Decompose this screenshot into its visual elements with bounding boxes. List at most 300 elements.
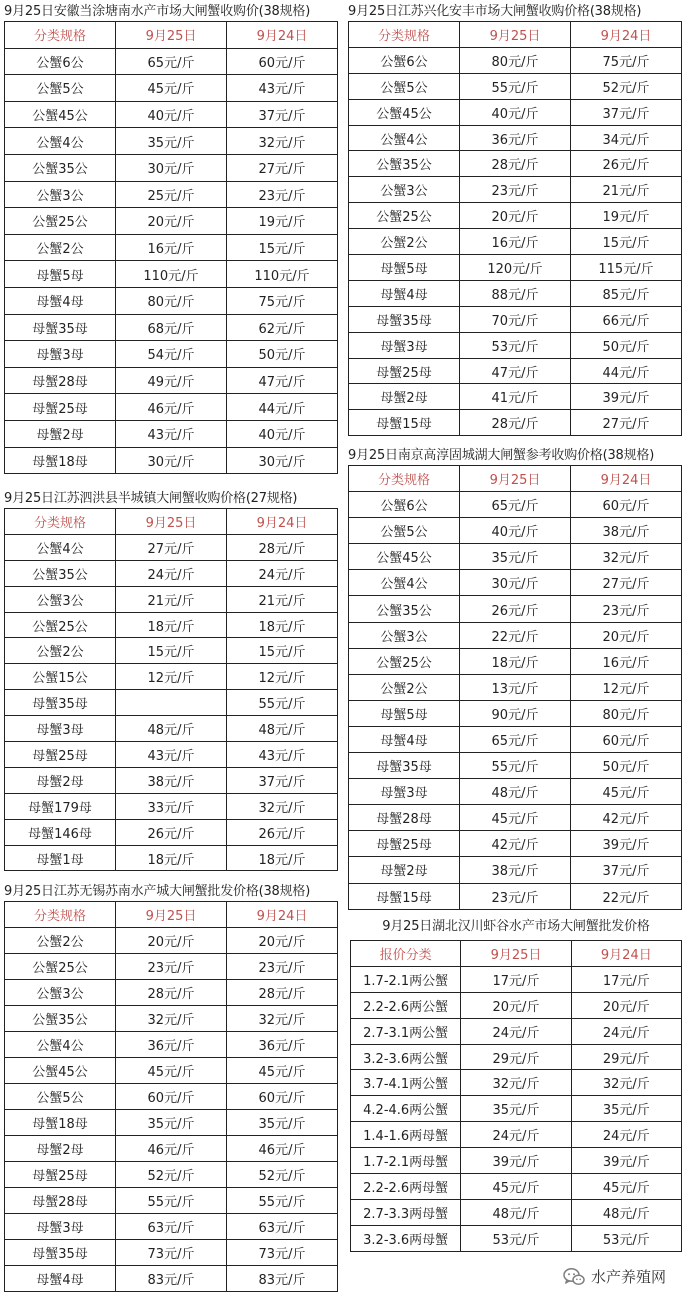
spec-cell: 公蟹5公 <box>5 75 116 102</box>
price-cell: 48元/斤 <box>460 779 571 805</box>
price-cell: 35元/斤 <box>461 1096 571 1122</box>
spec-cell: 公蟹25公 <box>5 954 116 980</box>
price-cell: 24元/斤 <box>116 560 227 586</box>
price-cell: 60元/斤 <box>116 1084 227 1110</box>
table-row <box>5 261 338 288</box>
spec-cell: 母蟹3母 <box>5 341 116 368</box>
spec-cell: 母蟹25母 <box>349 358 460 384</box>
price-cell: 45元/斤 <box>227 1058 338 1084</box>
column-header: 分类规格 <box>349 466 460 492</box>
table-row <box>5 690 338 716</box>
table-row <box>5 181 338 208</box>
price-cell: 35元/斤 <box>116 1110 227 1136</box>
spec-cell: 母蟹2母 <box>349 857 460 883</box>
column-header: 9月25日 <box>116 22 227 49</box>
spec-cell: 母蟹35母 <box>349 306 460 332</box>
table-row <box>5 928 338 954</box>
price-cell: 39元/斤 <box>461 1148 571 1174</box>
table-row <box>349 47 682 73</box>
table-row <box>5 341 338 368</box>
spec-cell: 公蟹4公 <box>5 128 116 155</box>
spec-cell: 公蟹5公 <box>5 1084 116 1110</box>
table-row <box>5 154 338 181</box>
spec-cell: 3.2-3.6两公蟹 <box>351 1044 461 1070</box>
spec-cell: 公蟹35公 <box>5 560 116 586</box>
table-row <box>351 1096 682 1122</box>
price-cell: 20元/斤 <box>116 928 227 954</box>
table-row <box>5 1110 338 1136</box>
table-row <box>349 753 682 779</box>
price-cell: 29元/斤 <box>461 1044 571 1070</box>
table-row <box>349 648 682 674</box>
table-row <box>5 1084 338 1110</box>
price-cell: 45元/斤 <box>116 75 227 102</box>
spec-cell: 公蟹35公 <box>349 596 460 622</box>
table-header-row <box>5 902 338 928</box>
price-cell: 65元/斤 <box>460 492 571 518</box>
price-table-dangtu <box>4 21 338 474</box>
column-header: 9月24日 <box>571 22 682 48</box>
table-row <box>5 793 338 819</box>
table-row <box>5 1162 338 1188</box>
spec-cell: 公蟹35公 <box>349 151 460 177</box>
price-cell: 42元/斤 <box>460 831 571 857</box>
table-header-row <box>5 509 338 535</box>
table-block-wuxi <box>4 882 338 1292</box>
spec-cell: 1.7-2.1两母蟹 <box>351 1148 461 1174</box>
column-header: 9月25日 <box>116 509 227 535</box>
price-cell: 115元/斤 <box>571 255 682 281</box>
table-row <box>5 75 338 102</box>
price-cell: 21元/斤 <box>571 177 682 203</box>
watermark <box>563 1266 666 1287</box>
table-row <box>349 384 682 410</box>
spec-cell: 公蟹45公 <box>349 99 460 125</box>
spec-cell: 母蟹35母 <box>349 753 460 779</box>
spec-cell: 母蟹25母 <box>5 1162 116 1188</box>
price-cell: 43元/斤 <box>116 742 227 768</box>
table-row <box>349 492 682 518</box>
price-cell: 18元/斤 <box>116 612 227 638</box>
price-cell: 53元/斤 <box>461 1225 571 1251</box>
spec-cell: 公蟹6公 <box>349 47 460 73</box>
table-title-hanchuan: 9月25日湖北汉川虾谷水产市场大闸蟹批发价格 <box>382 919 650 934</box>
spec-cell: 2.7-3.1两公蟹 <box>351 1018 461 1044</box>
price-cell: 88元/斤 <box>460 280 571 306</box>
price-cell: 27元/斤 <box>571 410 682 436</box>
price-cell <box>116 690 227 716</box>
price-table-gaochun <box>348 465 682 910</box>
column-header: 分类规格 <box>5 902 116 928</box>
table-row <box>349 99 682 125</box>
spec-cell: 2.7-3.3两母蟹 <box>351 1199 461 1225</box>
price-cell: 48元/斤 <box>571 1199 681 1225</box>
table-row <box>351 1122 682 1148</box>
table-row <box>5 742 338 768</box>
column-header: 9月25日 <box>460 466 571 492</box>
price-cell: 34元/斤 <box>571 125 682 151</box>
spec-cell: 母蟹5母 <box>349 255 460 281</box>
price-cell: 24元/斤 <box>461 1122 571 1148</box>
price-cell: 60元/斤 <box>227 48 338 75</box>
price-cell: 54元/斤 <box>116 341 227 368</box>
spec-cell: 公蟹5公 <box>349 73 460 99</box>
table-header-row <box>349 466 682 492</box>
spec-cell: 母蟹3母 <box>5 1214 116 1240</box>
price-cell: 28元/斤 <box>116 980 227 1006</box>
price-cell: 16元/斤 <box>571 648 682 674</box>
price-cell: 39元/斤 <box>571 831 682 857</box>
price-cell: 48元/斤 <box>461 1199 571 1225</box>
spec-cell: 公蟹4公 <box>5 1032 116 1058</box>
price-cell: 52元/斤 <box>116 1162 227 1188</box>
spec-cell: 1.4-1.6两母蟹 <box>351 1122 461 1148</box>
price-cell: 36元/斤 <box>460 125 571 151</box>
table-row <box>351 992 682 1018</box>
table-row <box>5 1032 338 1058</box>
price-cell: 63元/斤 <box>116 1214 227 1240</box>
price-cell: 26元/斤 <box>460 596 571 622</box>
price-cell: 44元/斤 <box>227 394 338 421</box>
price-cell: 42元/斤 <box>571 805 682 831</box>
price-cell: 30元/斤 <box>116 154 227 181</box>
spec-cell: 公蟹45公 <box>5 1058 116 1084</box>
price-table-sihong <box>4 508 338 871</box>
price-cell: 36元/斤 <box>116 1032 227 1058</box>
table-row <box>5 1266 338 1292</box>
table-row <box>349 332 682 358</box>
price-cell: 27元/斤 <box>571 570 682 596</box>
table-row <box>349 518 682 544</box>
price-cell: 37元/斤 <box>227 101 338 128</box>
price-cell: 12元/斤 <box>116 664 227 690</box>
spec-cell: 公蟹3公 <box>349 622 460 648</box>
price-cell: 40元/斤 <box>116 101 227 128</box>
price-cell: 83元/斤 <box>227 1266 338 1292</box>
table-row <box>5 420 338 447</box>
price-cell: 40元/斤 <box>460 518 571 544</box>
spec-cell: 母蟹2母 <box>5 420 116 447</box>
spec-cell: 3.7-4.1两公蟹 <box>351 1070 461 1096</box>
table-row <box>349 73 682 99</box>
table-header-row <box>5 22 338 49</box>
table-row <box>5 716 338 742</box>
table-row <box>351 1070 682 1096</box>
price-cell: 45元/斤 <box>461 1174 571 1200</box>
spec-cell: 公蟹5公 <box>349 518 460 544</box>
price-cell: 48元/斤 <box>116 716 227 742</box>
spec-cell: 母蟹15母 <box>349 883 460 909</box>
price-cell: 49元/斤 <box>116 367 227 394</box>
price-cell: 62元/斤 <box>227 314 338 341</box>
price-cell: 23元/斤 <box>460 177 571 203</box>
column-header: 9月25日 <box>460 22 571 48</box>
spec-cell: 1.7-2.1两公蟹 <box>351 966 461 992</box>
spec-cell: 公蟹25公 <box>349 648 460 674</box>
spec-cell: 母蟹25母 <box>5 742 116 768</box>
table-header-row <box>349 22 682 48</box>
table-title-wuxi: 9月25日江苏无锡苏南水产城大闸蟹批发价格(38规格) <box>4 884 311 899</box>
price-cell: 70元/斤 <box>460 306 571 332</box>
price-cell: 65元/斤 <box>116 48 227 75</box>
price-cell: 50元/斤 <box>227 341 338 368</box>
price-cell: 41元/斤 <box>460 384 571 410</box>
spec-cell: 母蟹2母 <box>5 767 116 793</box>
price-cell: 21元/斤 <box>227 586 338 612</box>
column-header: 9月24日 <box>227 22 338 49</box>
table-row <box>5 534 338 560</box>
price-cell: 37元/斤 <box>571 857 682 883</box>
price-cell: 15元/斤 <box>116 638 227 664</box>
price-cell: 45元/斤 <box>571 779 682 805</box>
table-block-xinghua <box>348 2 682 436</box>
price-cell: 20元/斤 <box>571 992 681 1018</box>
spec-cell: 公蟹4公 <box>349 125 460 151</box>
price-cell: 26元/斤 <box>227 819 338 845</box>
price-cell: 23元/斤 <box>571 596 682 622</box>
price-cell: 16元/斤 <box>460 229 571 255</box>
table-row <box>5 208 338 235</box>
price-cell: 37元/斤 <box>227 767 338 793</box>
table-title-dangtu: 9月25日安徽当涂塘南水产市场大闸蟹收购价(38规格) <box>4 4 311 19</box>
column-header: 9月25日 <box>116 902 227 928</box>
table-row <box>351 1199 682 1225</box>
table-row <box>349 229 682 255</box>
price-cell: 53元/斤 <box>460 332 571 358</box>
table-row <box>5 101 338 128</box>
price-cell: 39元/斤 <box>571 384 682 410</box>
table-row <box>349 544 682 570</box>
spec-cell: 公蟹2公 <box>5 638 116 664</box>
price-cell: 40元/斤 <box>227 420 338 447</box>
spec-cell: 公蟹6公 <box>5 48 116 75</box>
price-cell: 50元/斤 <box>571 332 682 358</box>
spec-cell: 公蟹45公 <box>5 101 116 128</box>
price-cell: 55元/斤 <box>460 73 571 99</box>
price-cell: 28元/斤 <box>227 534 338 560</box>
spec-cell: 母蟹25母 <box>5 394 116 421</box>
spec-cell: 母蟹28母 <box>349 805 460 831</box>
price-cell: 32元/斤 <box>227 793 338 819</box>
table-row <box>351 1174 682 1200</box>
price-cell: 20元/斤 <box>227 928 338 954</box>
price-cell: 35元/斤 <box>571 1096 681 1122</box>
spec-cell: 4.2-4.6两公蟹 <box>351 1096 461 1122</box>
price-cell: 80元/斤 <box>571 700 682 726</box>
price-cell: 90元/斤 <box>460 700 571 726</box>
column-header: 分类规格 <box>349 22 460 48</box>
price-cell: 20元/斤 <box>571 622 682 648</box>
price-cell: 53元/斤 <box>571 1225 681 1251</box>
price-cell: 30元/斤 <box>116 447 227 474</box>
spec-cell: 公蟹2公 <box>5 234 116 261</box>
price-cell: 23元/斤 <box>460 883 571 909</box>
price-cell: 32元/斤 <box>227 128 338 155</box>
table-row <box>349 358 682 384</box>
price-cell: 33元/斤 <box>116 793 227 819</box>
wechat-icon <box>563 1267 585 1287</box>
table-row <box>5 447 338 474</box>
table-row <box>349 831 682 857</box>
price-cell: 32元/斤 <box>461 1070 571 1096</box>
table-row <box>349 857 682 883</box>
price-cell: 17元/斤 <box>461 966 571 992</box>
table-row <box>5 586 338 612</box>
column-header: 9月24日 <box>227 509 338 535</box>
price-cell: 32元/斤 <box>571 1070 681 1096</box>
price-cell: 47元/斤 <box>227 367 338 394</box>
price-cell: 38元/斤 <box>116 767 227 793</box>
price-cell: 19元/斤 <box>227 208 338 235</box>
price-cell: 18元/斤 <box>227 845 338 871</box>
price-cell: 55元/斤 <box>227 690 338 716</box>
spec-cell: 公蟹25公 <box>5 612 116 638</box>
table-row <box>351 1018 682 1044</box>
price-cell: 25元/斤 <box>116 181 227 208</box>
spec-cell: 母蟹25母 <box>349 831 460 857</box>
spec-cell: 母蟹3母 <box>349 779 460 805</box>
spec-cell: 母蟹28母 <box>5 1188 116 1214</box>
table-row <box>349 726 682 752</box>
table-row <box>351 966 682 992</box>
price-cell: 32元/斤 <box>571 544 682 570</box>
column-header: 9月25日 <box>461 941 571 967</box>
spec-cell: 母蟹15母 <box>349 410 460 436</box>
price-cell: 13元/斤 <box>460 674 571 700</box>
price-cell: 45元/斤 <box>460 805 571 831</box>
spec-cell: 母蟹1母 <box>5 845 116 871</box>
table-row <box>349 306 682 332</box>
price-cell: 12元/斤 <box>571 674 682 700</box>
column-header: 报价分类 <box>351 941 461 967</box>
price-cell: 55元/斤 <box>116 1188 227 1214</box>
price-cell: 63元/斤 <box>227 1214 338 1240</box>
column-header: 分类规格 <box>5 22 116 49</box>
column-header: 9月24日 <box>571 466 682 492</box>
spec-cell: 母蟹2母 <box>5 1136 116 1162</box>
price-table-xinghua <box>348 21 682 436</box>
price-cell: 52元/斤 <box>227 1162 338 1188</box>
price-cell: 36元/斤 <box>227 1032 338 1058</box>
price-cell: 83元/斤 <box>116 1266 227 1292</box>
price-cell: 66元/斤 <box>571 306 682 332</box>
price-cell: 23元/斤 <box>227 181 338 208</box>
table-row <box>5 1006 338 1032</box>
spec-cell: 公蟹4公 <box>349 570 460 596</box>
price-cell: 45元/斤 <box>116 1058 227 1084</box>
table-block-hanchuan <box>350 917 682 1252</box>
table-row <box>349 805 682 831</box>
price-cell: 21元/斤 <box>116 586 227 612</box>
price-cell: 60元/斤 <box>571 492 682 518</box>
price-cell: 46元/斤 <box>227 1136 338 1162</box>
spec-cell: 母蟹2母 <box>349 384 460 410</box>
spec-cell: 母蟹28母 <box>5 367 116 394</box>
price-cell: 12元/斤 <box>227 664 338 690</box>
price-cell: 15元/斤 <box>227 234 338 261</box>
table-title-sihong: 9月25日江苏泗洪县半城镇大闸蟹收购价格(27规格) <box>4 491 298 506</box>
table-row <box>5 1240 338 1266</box>
price-cell: 55元/斤 <box>227 1188 338 1214</box>
spec-cell: 公蟹15公 <box>5 664 116 690</box>
spec-cell: 公蟹2公 <box>349 674 460 700</box>
price-cell: 60元/斤 <box>571 726 682 752</box>
price-cell: 37元/斤 <box>571 99 682 125</box>
column-header: 9月24日 <box>227 902 338 928</box>
price-cell: 15元/斤 <box>227 638 338 664</box>
table-row <box>349 674 682 700</box>
price-cell: 24元/斤 <box>227 560 338 586</box>
spec-cell: 母蟹4母 <box>349 726 460 752</box>
price-table-wuxi <box>4 901 338 1292</box>
spec-cell: 母蟹35母 <box>5 1240 116 1266</box>
price-cell: 24元/斤 <box>461 1018 571 1044</box>
table-row <box>349 280 682 306</box>
table-row <box>349 203 682 229</box>
spec-cell: 公蟹6公 <box>349 492 460 518</box>
table-title-gaochun: 9月25日南京高淳固城湖大闸蟹参考收购价格(38规格) <box>348 448 655 463</box>
spec-cell: 2.2-2.6两公蟹 <box>351 992 461 1018</box>
price-cell: 20元/斤 <box>116 208 227 235</box>
price-cell: 38元/斤 <box>460 857 571 883</box>
table-block-sihong <box>4 489 338 871</box>
price-cell: 65元/斤 <box>460 726 571 752</box>
table-row <box>5 287 338 314</box>
price-cell: 24元/斤 <box>571 1122 681 1148</box>
spec-cell: 母蟹18母 <box>5 447 116 474</box>
table-header-row <box>351 941 682 967</box>
price-cell: 20元/斤 <box>460 203 571 229</box>
price-cell: 20元/斤 <box>461 992 571 1018</box>
spec-cell: 2.2-2.6两母蟹 <box>351 1174 461 1200</box>
price-cell: 52元/斤 <box>571 73 682 99</box>
column-header: 9月24日 <box>571 941 681 967</box>
price-cell: 110元/斤 <box>116 261 227 288</box>
price-table-hanchuan <box>350 940 682 1252</box>
price-cell: 85元/斤 <box>571 280 682 306</box>
table-row <box>5 1058 338 1084</box>
price-cell: 23元/斤 <box>227 954 338 980</box>
price-cell: 46元/斤 <box>116 1136 227 1162</box>
price-cell: 75元/斤 <box>227 287 338 314</box>
table-row <box>5 638 338 664</box>
table-row <box>5 128 338 155</box>
spec-cell: 3.2-3.6两母蟹 <box>351 1225 461 1251</box>
price-cell: 80元/斤 <box>460 47 571 73</box>
spec-cell: 公蟹45公 <box>349 544 460 570</box>
price-cell: 28元/斤 <box>460 151 571 177</box>
table-row <box>5 314 338 341</box>
spec-cell: 公蟹35公 <box>5 154 116 181</box>
price-cell: 26元/斤 <box>571 151 682 177</box>
price-cell: 68元/斤 <box>116 314 227 341</box>
spec-cell: 公蟹3公 <box>5 980 116 1006</box>
table-row <box>5 560 338 586</box>
table-block-dangtu <box>4 2 338 474</box>
price-cell: 48元/斤 <box>227 716 338 742</box>
column-header: 分类规格 <box>5 509 116 535</box>
price-cell: 55元/斤 <box>460 753 571 779</box>
spec-cell: 母蟹4母 <box>5 1266 116 1292</box>
price-cell: 110元/斤 <box>227 261 338 288</box>
price-cell: 16元/斤 <box>116 234 227 261</box>
spec-cell: 母蟹4母 <box>349 280 460 306</box>
spec-cell: 母蟹18母 <box>5 1110 116 1136</box>
table-row <box>5 819 338 845</box>
price-cell: 22元/斤 <box>460 622 571 648</box>
table-row <box>5 234 338 261</box>
spec-cell: 公蟹4公 <box>5 534 116 560</box>
